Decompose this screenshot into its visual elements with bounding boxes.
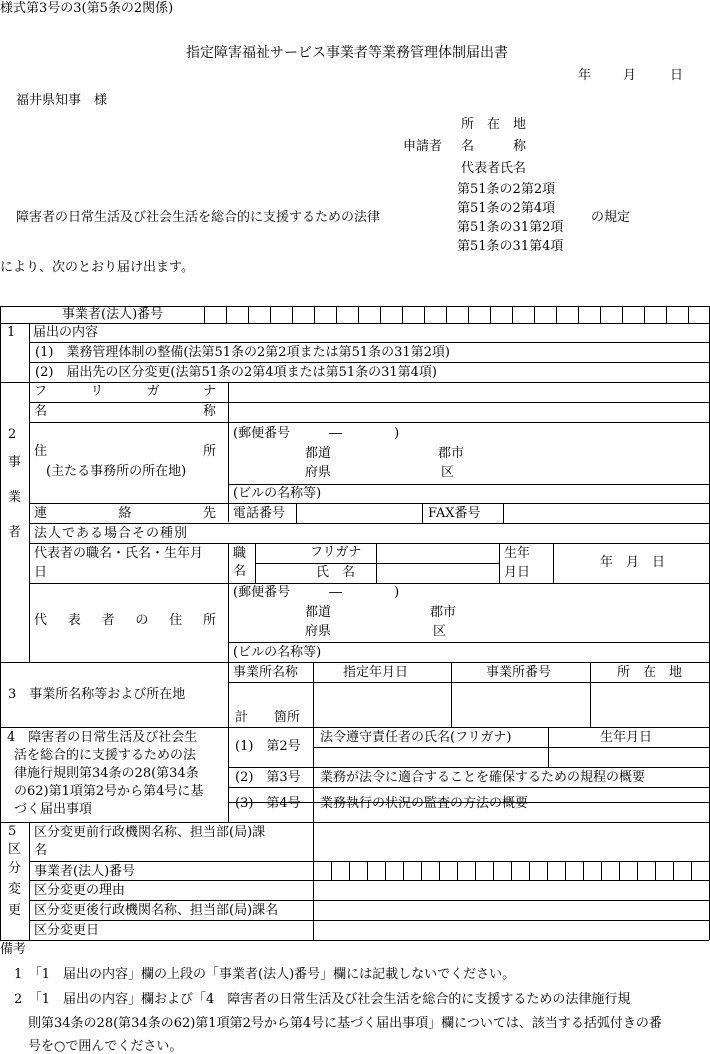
date-year-label: 年 [578, 68, 592, 83]
notes-heading: 備考 [0, 942, 27, 957]
phone-label: 電話番号 [233, 506, 286, 521]
section4-label-line1: 4 障害者の日常生活及び社会生 [7, 730, 198, 745]
address-sub-label: (主たる事務所の所在地) [46, 464, 187, 479]
birth-label-1: 生年 [504, 546, 531, 561]
date-month-label: 月 [623, 68, 637, 83]
representative-label-line2: 日 [34, 565, 48, 580]
form-id: 様式第3号の3(第5条の2関係) [0, 1, 174, 16]
section4-label-line4: の62)第1項第2号から第4号に基 [14, 784, 204, 799]
section4-item3[interactable]: (3) 第4号 [235, 796, 301, 811]
change-reason-label: 区分変更の理由 [34, 883, 126, 898]
law-article-2: 第51条の2第4項 [457, 201, 556, 216]
building-field[interactable]: (ビルの名称等) [233, 486, 322, 501]
contact-label: 連 絡 先 [34, 506, 216, 521]
note-2-line1: 2 「1 届出の内容」欄および「4 障害者の日常生活及び社会生活を総合的に支援するための法律施行規 [14, 992, 631, 1007]
section4-item1[interactable]: (1) 第2号 [235, 739, 301, 754]
rep-postal-code-field[interactable]: (郵便番号 ― ) [233, 585, 400, 600]
section2-label-char-1: 事 [8, 455, 22, 470]
rep-address-label: 代 表 者 の 住 所 [34, 613, 216, 628]
applicant-address-label: 所 在 地 [461, 117, 527, 132]
section4-label-line2: 活を総合的に支援するための法 [14, 748, 197, 763]
birth-label-2: 月日 [504, 565, 531, 580]
after-agency-label: 区分変更後行政機関名称、担当部(局)課名 [34, 903, 279, 918]
note-2-line2: 則第34条の28(第34条の62)第1項第2号から第4号に基づく届出事項」欄については、該当する括弧付きの番 [28, 1016, 662, 1031]
corporation-type-label: 法人である場合その種別 [34, 526, 189, 541]
document-title: 指定障害福祉サービス事業者等業務管理体制届出書 [186, 45, 508, 61]
applicant-name-label: 名 称 [461, 139, 527, 154]
before-agency-label-line2: 名 [34, 843, 48, 858]
section2-number: 2 [8, 427, 17, 442]
section4-label-line3: 律施行規則第34条の28(第34条 [14, 766, 199, 781]
job-title-label-1: 職 [233, 546, 247, 561]
rep-city-label-top: 郡市 [430, 605, 457, 620]
law-article-4: 第51条の31第4項 [457, 239, 564, 254]
note-2-line3: 号を○で囲んでください。 [28, 1039, 183, 1054]
business-number-label: 事業者(法人)番号 [62, 307, 164, 322]
section2-label-char-2: 業 [8, 490, 22, 505]
rep-city-label-bottom: 区 [433, 624, 447, 639]
compliance-birth-label: 生年月日 [600, 730, 653, 745]
col-facility-name: 事業所名称 [233, 665, 299, 680]
representative-label-line1: 代表者の職名・氏名・生年月 [34, 546, 204, 561]
section5-label-char-1: 5 [8, 824, 17, 839]
audit-summary-label: 業務執行の状況の監査の方法の概要 [320, 796, 529, 811]
note-1: 1 「1 届出の内容」欄の上段の「事業者(法人)番号」欄には記載しないでください。 [14, 967, 516, 982]
section1-number: 1 [7, 325, 16, 340]
date-day-label: 日 [670, 68, 684, 83]
rep-prefecture-label-bottom: 府県 [305, 624, 332, 639]
section5-business-number-label: 事業者(法人)番号 [34, 864, 136, 879]
addressee: 福井県知事 様 [16, 93, 108, 108]
section5-label-char-2: 区 [8, 842, 22, 857]
prefecture-label-bottom: 府県 [305, 465, 332, 480]
law-article-3: 第51条の31第2項 [457, 220, 564, 235]
section1-title: 届出の内容 [33, 325, 99, 340]
rep-prefecture-label-top: 都道 [305, 605, 332, 620]
section4-item2[interactable]: (2) 第3号 [235, 770, 301, 785]
change-date-label: 区分変更日 [34, 923, 100, 938]
fax-label: FAX番号 [428, 506, 481, 521]
rep-furigana-label: フリガナ [310, 545, 362, 560]
before-agency-label-line1: 区分変更前行政機関名称、担当部(局)課 [34, 825, 266, 840]
law-article-1: 第51条の2第2項 [457, 182, 556, 197]
section3-label: 3 事業所名称等および所在地 [8, 687, 186, 702]
prefecture-label-top: 都道 [305, 446, 332, 461]
city-label-bottom: 区 [441, 465, 455, 480]
name-label: 名 称 [34, 404, 216, 419]
col-location: 所 在 地 [617, 665, 683, 680]
applicant-label: 申請者 [403, 139, 443, 154]
job-title-label-2: 名 [233, 564, 247, 579]
postal-code-field[interactable]: (郵便番号 ― ) [233, 426, 400, 441]
law-suffix: の規定 [591, 210, 631, 225]
section5-label-char-4: 変 [8, 882, 22, 897]
section2-label-char-3: 者 [8, 525, 22, 540]
section5-label-char-3: 分 [8, 861, 22, 876]
birth-date-field[interactable]: 年 月 日 [600, 555, 666, 570]
rep-name-label: 氏 名 [316, 565, 356, 580]
section1-item2[interactable]: (2) 届出先の区分変更(法第51条の2第4項または第51条の31第4項) [35, 365, 437, 380]
section4-label-line5: づく届出事項 [14, 802, 93, 817]
rep-building-field[interactable]: (ビルの名称等) [233, 645, 322, 660]
col-designated-date: 指定年月日 [343, 665, 409, 680]
applicant-rep-label: 代表者氏名 [461, 161, 527, 176]
section5-label-char-5: 更 [8, 903, 22, 918]
section1-item1[interactable]: (1) 業務管理体制の整備(法第51条の2第2項または第51条の31第2項) [35, 345, 450, 360]
compliance-officer-label: 法令遵守責任者の氏名(フリガナ) [320, 730, 512, 745]
city-label-top: 郡市 [438, 446, 465, 461]
address-label: 住 所 [34, 444, 216, 459]
col-facility-number: 事業所番号 [486, 665, 552, 680]
furigana-label: フ リ ガ ナ [34, 384, 216, 399]
rules-summary-label: 業務が法令に適合することを確保するための規程の概要 [320, 770, 646, 785]
law-text: 障害者の日常生活及び社会生活を総合的に支援するための法律 [16, 210, 381, 225]
facility-total: 計 箇所 [235, 710, 301, 725]
intro-end: により、次のとおり届け出ます。 [0, 260, 194, 275]
